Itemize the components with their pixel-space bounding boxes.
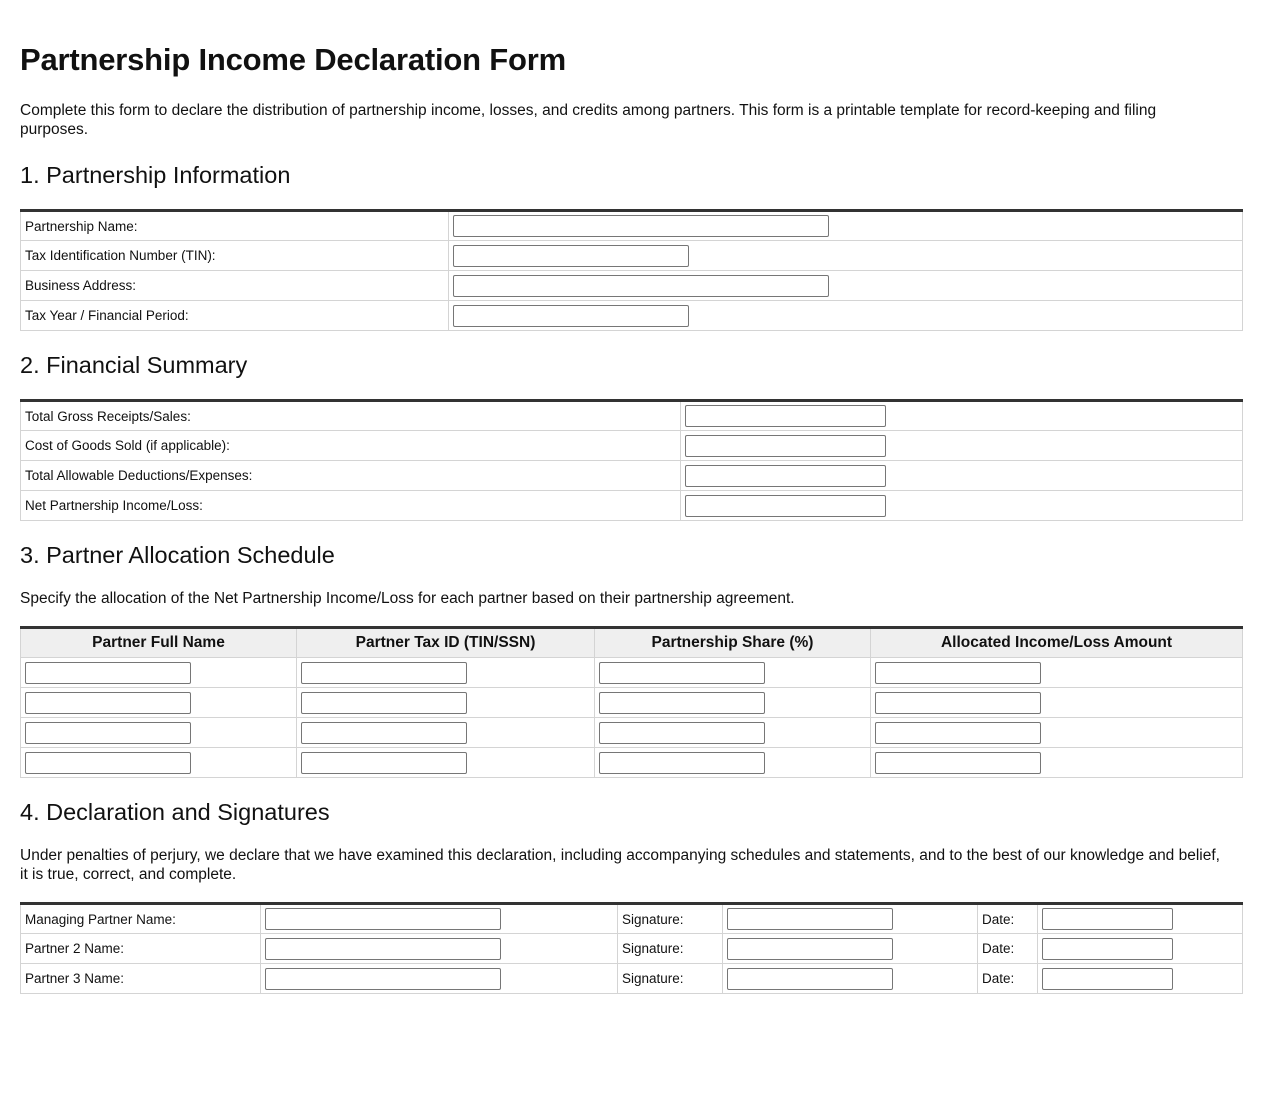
col-partner-tax-id: Partner Tax ID (TIN/SSN) — [297, 628, 595, 658]
date-label: Date: — [978, 934, 1038, 964]
signature-input[interactable] — [727, 908, 893, 930]
net-income-input[interactable] — [685, 495, 886, 517]
table-row — [21, 718, 1243, 748]
partner-amount-input[interactable] — [875, 662, 1041, 684]
partner-share-input[interactable] — [599, 662, 765, 684]
allocation-description: Specify the allocation of the Net Partnership Income/Loss for each partner based on their partnership agreement. — [20, 590, 795, 607]
date-input[interactable] — [1042, 908, 1173, 930]
declaration-text: Under penalties of perjury, we declare that we have examined this declaration, including accompanying schedules and statements, and to the best of our knowledge and belief, it is true, correct, and complete. — [20, 847, 1220, 883]
gross-receipts-input[interactable] — [685, 405, 886, 427]
date-label: Date: — [978, 964, 1038, 994]
partner-amount-input[interactable] — [875, 692, 1041, 714]
partner-share-input[interactable] — [599, 692, 765, 714]
col-partner-full-name: Partner Full Name — [21, 628, 297, 658]
section-declaration-title: 4. Declaration and Signatures — [20, 799, 330, 825]
tax-year-label: Tax Year / Financial Period: — [21, 301, 449, 331]
date-input[interactable] — [1042, 938, 1173, 960]
table-row — [21, 271, 1243, 301]
col-allocated-amount: Allocated Income/Loss Amount — [871, 628, 1243, 658]
business-address-input[interactable] — [453, 275, 829, 297]
partnership-name-input[interactable] — [453, 215, 829, 237]
table-row — [21, 491, 1243, 521]
partner-name-input[interactable] — [25, 752, 191, 774]
table-row — [21, 934, 1243, 964]
business-address-label: Business Address: — [21, 271, 449, 301]
col-partnership-share: Partnership Share (%) — [595, 628, 871, 658]
partnership-information-table — [20, 209, 1243, 331]
section-partner-allocation-title: 3. Partner Allocation Schedule — [20, 542, 335, 568]
partner-3-name-input[interactable] — [265, 968, 501, 990]
signature-label: Signature: — [618, 964, 723, 994]
section-partnership-information-title: 1. Partnership Information — [20, 162, 291, 188]
table-row — [21, 401, 1243, 431]
date-label: Date: — [978, 904, 1038, 934]
tax-year-input[interactable] — [453, 305, 689, 327]
partner-share-input[interactable] — [599, 752, 765, 774]
partner-name-input[interactable] — [25, 662, 191, 684]
partner-2-label: Partner 2 Name: — [21, 934, 261, 964]
deductions-input[interactable] — [685, 465, 886, 487]
signature-input[interactable] — [727, 938, 893, 960]
partner-name-input[interactable] — [25, 722, 191, 744]
cogs-label: Cost of Goods Sold (if applicable): — [21, 431, 681, 461]
deductions-label: Total Allowable Deductions/Expenses: — [21, 461, 681, 491]
partner-3-label: Partner 3 Name: — [21, 964, 261, 994]
table-row — [21, 964, 1243, 994]
signature-input[interactable] — [727, 968, 893, 990]
managing-partner-name-input[interactable] — [265, 908, 501, 930]
partner-share-input[interactable] — [599, 722, 765, 744]
table-header-row — [21, 628, 1243, 658]
signatures-table — [20, 902, 1243, 994]
table-row — [21, 748, 1243, 778]
partner-tax-id-input[interactable] — [301, 752, 467, 774]
signature-label: Signature: — [618, 934, 723, 964]
table-row — [21, 301, 1243, 331]
partner-amount-input[interactable] — [875, 722, 1041, 744]
cogs-input[interactable] — [685, 435, 886, 457]
table-row — [21, 688, 1243, 718]
table-row — [21, 904, 1243, 934]
partner-tax-id-input[interactable] — [301, 662, 467, 684]
gross-receipts-label: Total Gross Receipts/Sales: — [21, 401, 681, 431]
section-financial-summary-title: 2. Financial Summary — [20, 352, 248, 378]
partner-tax-id-input[interactable] — [301, 692, 467, 714]
table-row — [21, 658, 1243, 688]
table-row — [21, 461, 1243, 491]
partner-name-input[interactable] — [25, 692, 191, 714]
partner-amount-input[interactable] — [875, 752, 1041, 774]
partner-tax-id-input[interactable] — [301, 722, 467, 744]
partner-2-name-input[interactable] — [265, 938, 501, 960]
managing-partner-label: Managing Partner Name: — [21, 904, 261, 934]
date-input[interactable] — [1042, 968, 1173, 990]
partnership-name-label: Partnership Name: — [21, 211, 449, 241]
form-title: Partnership Income Declaration Form — [20, 42, 566, 77]
table-row — [21, 431, 1243, 461]
net-income-label: Net Partnership Income/Loss: — [21, 491, 681, 521]
financial-summary-table — [20, 399, 1243, 521]
tin-input[interactable] — [453, 245, 689, 267]
table-row — [21, 241, 1243, 271]
intro-text: Complete this form to declare the distribution of partnership income, losses, and credits among partners. This form is a printable template for record-keeping and filing purposes. — [20, 102, 1157, 138]
tin-label: Tax Identification Number (TIN): — [21, 241, 449, 271]
partner-allocation-table — [20, 626, 1243, 778]
table-row — [21, 211, 1243, 241]
signature-label: Signature: — [618, 904, 723, 934]
